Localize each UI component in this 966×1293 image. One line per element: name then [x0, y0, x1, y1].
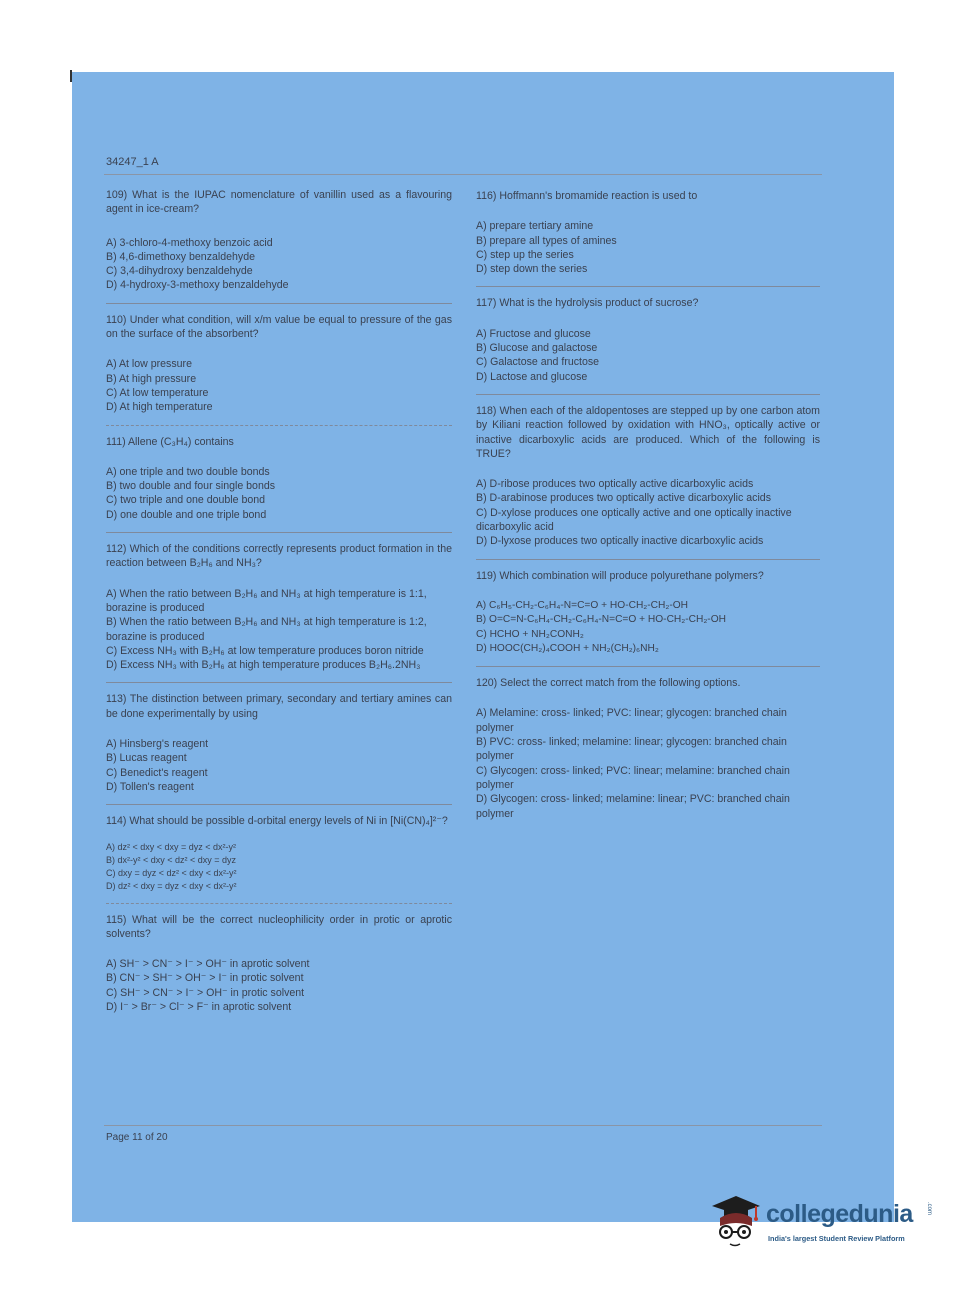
option-d: D) Glycogen: cross- linked; melamine: linear; PVC: branched chain polymer	[476, 793, 790, 820]
question-divider	[476, 666, 820, 667]
option-list	[106, 737, 452, 794]
option-b: B) two double and four single bonds	[106, 480, 276, 493]
option-d: D) one double and one triple bond	[106, 508, 267, 521]
page-number: Page 11 of 20	[106, 1132, 168, 1143]
option-b: B) At high pressure	[106, 372, 197, 385]
option-c: C) step up the series	[476, 248, 574, 261]
question-divider	[106, 303, 452, 304]
option-c: C) At low temperature	[106, 386, 209, 399]
option-c: C) SH⁻ > CN⁻ > I⁻ > OH⁻ in protic solvent	[106, 986, 305, 999]
option-a: A) At low pressure	[106, 358, 192, 371]
question-119	[476, 569, 820, 656]
question-stem: 113) The distinction between primary, secondary and tertiary amines can be done experimentally by using	[106, 693, 452, 720]
option-list	[106, 465, 452, 522]
question-stem: 120) Select the correct match from the following options.	[476, 677, 741, 690]
option-c: C) two triple and one double bond	[106, 494, 266, 507]
option-b: B) 4,6-dimethoxy benzaldehyde	[106, 250, 255, 263]
option-b: B) prepare all types of amines	[476, 234, 617, 247]
option-d: D) step down the series	[476, 263, 588, 276]
paper-code: 34247_1 A	[106, 156, 159, 168]
question-stem: 117) What is the hydrolysis product of sucrose?	[476, 297, 699, 310]
question-stem: 112) Which of the conditions correctly represents product formation in the reaction between B₂H₆ and NH₃?	[106, 543, 452, 570]
question-stem: 116) Hoffmann's bromamide reaction is used to	[476, 190, 698, 202]
option-b: B) D-arabinose produces two optically active dicarboxylic acids	[476, 492, 771, 505]
question-stem: 111) Allene (C₃H₄) contains	[106, 435, 234, 448]
question-111	[106, 435, 452, 522]
option-a: A) C₆H₅-CH₂-C₆H₄-N=C=O + HO-CH₂-CH₂-OH	[476, 599, 688, 611]
option-list	[476, 219, 820, 276]
option-d: D) HOOC(CH₂)₄COOH + NH₂(CH₂)₆NH₂	[476, 642, 659, 654]
option-b: B) When the ratio between B₂H₆ and NH₃ at high temperature is 1:2, borazine is produced	[106, 616, 427, 643]
option-d: D) At high temperature	[106, 401, 213, 414]
question-stem: 119) Which combination will produce polyurethane polymers?	[476, 569, 764, 582]
option-list	[106, 357, 452, 414]
option-a: A) Fructose and glucose	[476, 327, 591, 340]
question-118	[476, 404, 820, 549]
option-b: B) CN⁻ > SH⁻ > OH⁻ > I⁻ in protic solvent	[106, 972, 304, 985]
option-list	[106, 587, 452, 673]
option-d: D) D-lyxose produces two optically inactive dicarboxylic acids	[476, 535, 764, 548]
option-a: A) Melamine: cross- linked; PVC: linear; glycogen: branched chain polymer	[476, 707, 787, 734]
exam-page	[72, 72, 894, 1222]
question-109	[106, 188, 452, 293]
question-113	[106, 692, 452, 794]
option-b: B) PVC: cross- linked; melamine: linear; glycogen: branched chain polymer	[476, 736, 787, 763]
option-a: A) one triple and two double bonds	[106, 465, 270, 478]
option-d: D) dz² < dxy = dyz < dxy < dx²-y²	[106, 880, 237, 891]
option-d: D) Excess NH₃ with B₂H₆ at high temperature produces B₂H₆.2NH₃	[106, 659, 421, 672]
header-rule	[104, 174, 822, 175]
question-stem: 110) Under what condition, will x/m value be equal to pressure of the gas on the surface of the absorbent?	[106, 313, 452, 341]
option-list	[106, 957, 452, 1014]
option-c: C) Benedict's reagent	[106, 766, 208, 779]
left-column	[106, 188, 452, 1014]
question-stem: 114) What should be possible d-orbital energy levels of Ni in [Ni(CN)₄]²⁻?	[106, 815, 448, 828]
option-a: A) D-ribose produces two optically active dicarboxylic acids	[476, 478, 754, 491]
question-110	[106, 313, 452, 415]
option-d: D) I⁻ > Br⁻ > Cl⁻ > F⁻ in aprotic solvent	[106, 1000, 292, 1013]
question-114	[106, 814, 452, 892]
option-c: C) Glycogen: cross- linked; PVC: linear; melamine: branched chain polymer	[476, 764, 790, 791]
option-c: C) Excess NH₃ with B₂H₆ at low temperature produces boron nitride	[106, 644, 424, 657]
option-list	[106, 841, 452, 893]
brand-suffix: .com	[926, 1202, 932, 1216]
option-b: B) O=C=N-C₆H₄-CH₂-C₆H₄-N=C=O + HO-CH₂-CH₂-OH	[476, 614, 726, 626]
question-divider	[106, 804, 452, 805]
option-c: C) D-xylose produces one optically active and one optically inactive dicarboxylic acid	[476, 506, 792, 534]
question-divider	[106, 532, 452, 533]
question-112	[106, 542, 452, 672]
option-list	[476, 706, 820, 820]
option-a: A) prepare tertiary amine	[476, 220, 594, 233]
option-c: C) 3,4-dihydroxy benzaldehyde	[106, 265, 253, 278]
option-a: A) dz² < dxy < dxy = dyz < dx²-y²	[106, 841, 237, 852]
question-120	[476, 676, 820, 821]
option-list	[106, 236, 452, 293]
brand-tagline: India's largest Student Review Platform	[768, 1234, 905, 1243]
option-d: D) Lactose and glucose	[476, 370, 588, 383]
graduate-mascot-icon	[708, 1192, 762, 1255]
option-b: B) Lucas reagent	[106, 752, 187, 765]
question-divider	[106, 682, 452, 683]
question-stem: 109) What is the IUPAC nomenclature of vanillin used as a flavouring agent in ice-cream?	[106, 189, 452, 216]
question-divider	[476, 559, 820, 560]
question-stem: 115) What will be the correct nucleophilicity order in protic or aprotic solvents?	[106, 913, 452, 940]
option-list	[476, 327, 820, 384]
option-d: D) Tollen's reagent	[106, 780, 194, 793]
option-c: C) Galactose and fructose	[476, 356, 600, 369]
collegedunia-watermark	[708, 1188, 938, 1248]
option-c: C) HCHO + NH₂CONH₂	[476, 628, 584, 640]
option-list	[476, 599, 820, 656]
option-d: D) 4-hydroxy-3-methoxy benzaldehyde	[106, 279, 289, 292]
option-c: C) dxy = dyz < dz² < dxy < dx²-y²	[106, 867, 237, 878]
option-a: A) When the ratio between B₂H₆ and NH₃ at high temperature is 1:1, borazine is produced	[106, 587, 427, 614]
question-divider	[106, 425, 452, 426]
option-b: B) dx²-y² < dxy < dz² < dxy = dyz	[106, 854, 237, 865]
option-b: B) Glucose and galactose	[476, 342, 598, 355]
question-115	[106, 913, 452, 1015]
option-a: A) 3-chloro-4-methoxy benzoic acid	[106, 236, 273, 249]
option-a: A) Hinsberg's reagent	[106, 738, 209, 751]
question-divider	[476, 286, 820, 287]
question-116	[476, 189, 820, 276]
question-divider	[106, 903, 452, 904]
question-117	[476, 296, 820, 383]
right-column	[476, 188, 820, 821]
option-list	[476, 477, 820, 548]
brand-name: collegedunia	[766, 1200, 913, 1228]
option-a: A) SH⁻ > CN⁻ > I⁻ > OH⁻ in aprotic solvent	[106, 958, 310, 971]
footer-rule	[104, 1125, 822, 1126]
question-divider	[476, 394, 820, 395]
question-stem: 118) When each of the aldopentoses are stepped up by one carbon atom by Kiliani reaction followed by oxidation with HNO₃, optically active or inactive dicarboxylic acids are produced. Which of the following is TRUE?	[476, 404, 820, 460]
